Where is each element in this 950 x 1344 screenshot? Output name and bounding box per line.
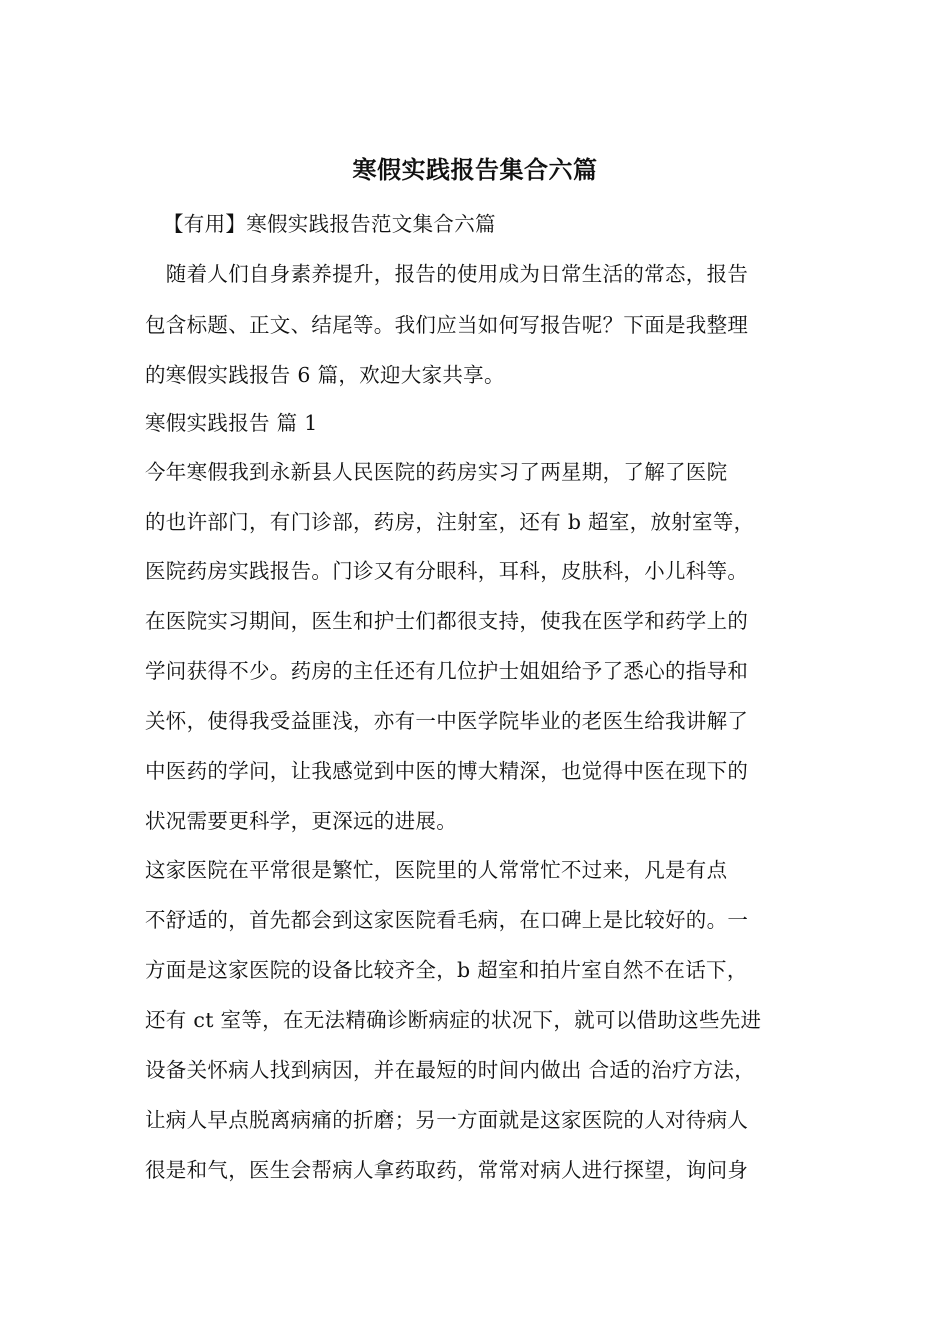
section-heading: 寒假实践报告 篇 1 [145,411,318,435]
paragraph-line: 方面是这家医院的设备比较齐全，b 超室和拍片室自然不在话下， [145,958,748,982]
subtitle-line: 【有用】寒假实践报告范文集合六篇 [163,212,496,236]
paragraph-line: 关怀，使得我受益匪浅，亦有一中医学院毕业的老医生给我讲解了 [145,709,749,733]
paragraph-line: 中医药的学问，让我感觉到中医的博大精深，也觉得中医在现下的 [145,759,749,783]
paragraph-line: 的也许部门，有门诊部，药房，注射室，还有 b 超室，放射室等， [145,510,755,534]
paragraph-line: 很是和气，医生会帮病人拿药取药，常常对病人进行探望，询问身 [145,1158,749,1182]
paragraph-line: 状况需要更科学，更深远的进展。 [145,809,457,833]
document-title: 寒假实践报告集合六篇 [352,155,598,184]
paragraph-line: 不舒适的，首先都会到这家医院看毛病，在口碑上是比较好的。一 [145,908,749,932]
paragraph-line: 学问获得不少。药房的主任还有几位护士姐姐给予了悉心的指导和 [145,659,749,683]
paragraph-line: 让病人早点脱离病痛的折磨；另一方面就是这家医院的人对待病人 [145,1108,749,1132]
paragraph-line: 还有 ct 室等，在无法精确诊断病症的状况下，就可以借助这些先进 [145,1008,762,1032]
paragraph-line: 设备关怀病人找到病因，并在最短的时间内做出 合适的治疗方法， [145,1058,756,1082]
paragraph-line: 今年寒假我到永新县人民医院的药房实习了两星期，了解了医院 [145,460,728,484]
paragraph-line: 的寒假实践报告 6 篇，欢迎大家共享。 [145,363,505,387]
paragraph-line: 这家医院在平常很是繁忙，医院里的人常常忙不过来，凡是有点 [145,858,728,882]
paragraph-line: 在医院实习期间，医生和护士们都很支持，使我在医学和药学上的 [145,609,749,633]
paragraph-line: 包含标题、正文、结尾等。我们应当如何写报告呢？下面是我整理 [145,313,749,337]
paragraph-line: 医院药房实践报告。门诊又有分眼科，耳科，皮肤科，小儿科等。 [145,559,749,583]
paragraph-line: 随着人们自身素养提升，报告的使用成为日常生活的常态，报告 [145,262,749,286]
